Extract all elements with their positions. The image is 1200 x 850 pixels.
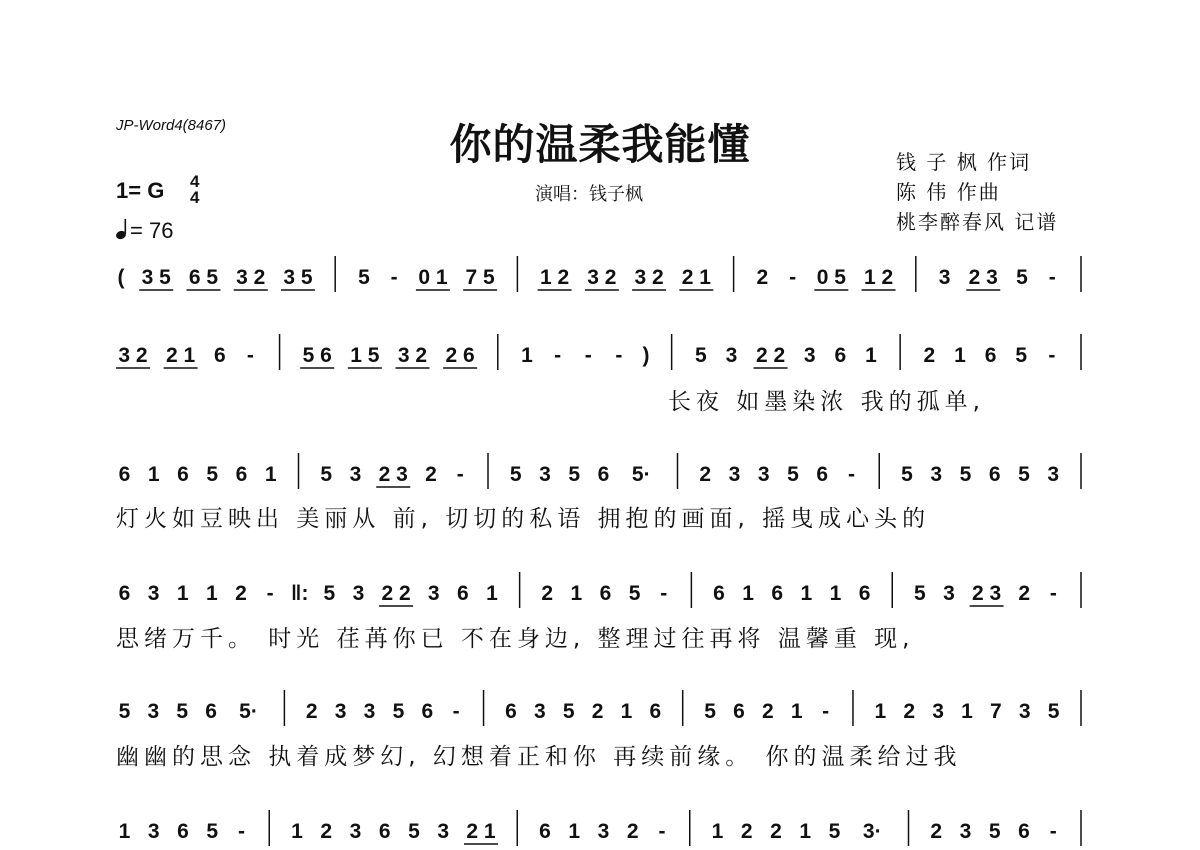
- score-note: 6: [984, 344, 997, 367]
- score-note: -: [660, 582, 668, 605]
- score-note: 1: [865, 344, 877, 367]
- score-note: 0 1: [418, 266, 448, 289]
- score-note: 3: [533, 700, 546, 723]
- score-note: (: [117, 266, 125, 289]
- score-note: 2: [235, 582, 247, 605]
- score-note: 3: [757, 463, 770, 486]
- score-note: -: [390, 266, 398, 289]
- score-note: 6: [771, 582, 784, 605]
- score-note: 3 2: [634, 266, 664, 289]
- score-note: 3: [597, 820, 610, 843]
- score-note: 2 1: [466, 820, 496, 843]
- score-note: 3 2: [587, 266, 617, 289]
- score-note: 5: [1018, 463, 1030, 486]
- score-note: 3: [349, 820, 362, 843]
- time-signature-top: 4: [190, 172, 200, 191]
- source-label: JP-Word4(8467): [116, 117, 227, 134]
- score-note: 3: [334, 700, 347, 723]
- score-note: -: [246, 344, 254, 367]
- score-note: 3: [725, 344, 738, 367]
- score-note: 1: [206, 582, 218, 605]
- score-note: 2: [699, 463, 712, 486]
- score-note: 1 5: [350, 344, 380, 367]
- score-note: 7 5: [465, 266, 495, 289]
- score-note: -: [1048, 266, 1056, 289]
- score-note: 3: [147, 582, 160, 605]
- score-note: 2 3: [968, 266, 998, 289]
- score-note: 5: [118, 700, 131, 723]
- score-note: 5: [704, 700, 716, 723]
- score-note: 6: [988, 463, 1001, 486]
- score-note: 1: [291, 820, 303, 843]
- score-note: 0 5: [816, 266, 846, 289]
- score-note: -: [452, 700, 460, 723]
- score-note: 6: [816, 463, 829, 486]
- score-note: 3: [437, 820, 450, 843]
- score-note: 1: [800, 582, 813, 605]
- score-note: 2: [770, 820, 782, 843]
- score-note: 2 2: [381, 582, 411, 605]
- score-note: 1 2: [863, 266, 894, 289]
- score-note: 1: [486, 582, 498, 605]
- score-note: 2 3: [378, 463, 408, 486]
- score-note: 2: [761, 700, 774, 723]
- score-note: 5: [628, 582, 641, 605]
- score-note: 3: [728, 463, 741, 486]
- score-note: 3: [147, 820, 160, 843]
- score-note: 3: [147, 700, 160, 723]
- score-note: 5: [959, 463, 972, 486]
- score-note: 2: [903, 700, 916, 723]
- score-note: 3: [349, 463, 362, 486]
- score-note: 5: [988, 820, 1001, 843]
- singer-credit: 演唱：钱子枫: [535, 184, 643, 205]
- score-note: 5: [562, 700, 575, 723]
- score-note: 2: [740, 820, 753, 843]
- score-note: 3 5: [283, 266, 313, 289]
- score-note: -: [848, 463, 855, 486]
- score-note: 5: [694, 344, 707, 367]
- score-note: 3 5: [141, 266, 171, 289]
- lyric-line-4: 幽幽的思念 执着成梦幻, 幻想着正和你 再续前缘。 你的温柔给过我: [116, 744, 962, 770]
- score-note: 5: [320, 463, 333, 486]
- score-note: 1 2: [540, 266, 570, 289]
- composer-credit: 陈 伟 作曲: [896, 180, 1001, 204]
- score-note: 3: [1018, 700, 1031, 723]
- tempo-value: = 76: [130, 218, 174, 243]
- score-note: 6: [505, 700, 517, 723]
- score-note: 1: [799, 820, 812, 843]
- score-note: 5: [392, 700, 405, 723]
- score-note: 5: [358, 266, 370, 289]
- score-note: 1: [264, 463, 277, 486]
- score-note: 6: [597, 463, 610, 486]
- score-note: 6: [118, 463, 131, 486]
- lyricist-credit: 钱 子 枫 作词: [896, 150, 1032, 174]
- score-note: 6: [177, 820, 189, 843]
- score-note: 6: [177, 463, 189, 486]
- score-note: 1: [118, 820, 131, 843]
- score-note: -: [615, 344, 623, 367]
- score-note: 6: [378, 820, 391, 843]
- score-note: 1: [147, 463, 160, 486]
- score-note: 3: [930, 463, 943, 486]
- score-note: 3·: [862, 820, 882, 843]
- score-note: 3: [1047, 463, 1060, 486]
- score-note: 3: [352, 582, 365, 605]
- score-note: 6: [649, 700, 662, 723]
- score-note: 1: [176, 582, 189, 605]
- score-note: 2: [626, 820, 639, 843]
- score-note: 1: [874, 700, 887, 723]
- score-note: 7: [990, 700, 1002, 723]
- score-note: 2 6: [445, 344, 475, 367]
- score-note: 2: [1018, 582, 1031, 605]
- score-note: 3: [363, 700, 376, 723]
- score-note: 5: [1016, 266, 1028, 289]
- score-note: 3 2: [118, 344, 148, 367]
- score-note: 1: [961, 700, 973, 723]
- score-note: 6: [421, 700, 434, 723]
- score-note: 6: [205, 700, 217, 723]
- score-note: 6: [834, 344, 847, 367]
- score-note: -: [789, 266, 797, 289]
- score-note: 5: [828, 820, 841, 843]
- score-note: 1: [790, 700, 803, 723]
- score-note: -: [554, 344, 562, 367]
- score-note: -: [658, 820, 666, 843]
- score-note: 2: [923, 344, 936, 367]
- song-title: 你的温柔我能懂: [449, 120, 751, 169]
- score-note: 2: [930, 820, 943, 843]
- score-note: 5: [509, 463, 522, 486]
- score-note: 2 1: [681, 266, 711, 289]
- score-note: 5 6: [302, 344, 332, 367]
- score-note: 3: [943, 582, 955, 605]
- score-note: 6 5: [188, 266, 219, 289]
- lyric-line-3: 思绪万千。 时光 荏苒你已 不在身边, 整理过往再将 温馨重 现,: [116, 626, 915, 652]
- score-note: 5: [206, 820, 219, 843]
- score-note: 6: [858, 582, 871, 605]
- score-note: 6: [599, 582, 612, 605]
- score-note: -: [1048, 344, 1056, 367]
- lyric-line-2: 灯火如豆映出 美丽从 前, 切切的私语 拥抱的画面, 摇曳成心头的: [116, 506, 931, 532]
- lyric-line-1: 长夜 如墨染浓 我的孤单,: [668, 389, 985, 415]
- score-note: 6: [539, 820, 551, 843]
- score-note: -: [1049, 582, 1057, 605]
- score-note: 1: [742, 582, 754, 605]
- score-note: -: [1049, 820, 1057, 843]
- key-signature: 1= G: [116, 178, 165, 203]
- score-note: 3: [938, 266, 951, 289]
- score-note: 6: [733, 700, 745, 723]
- time-signature-bottom: 4: [190, 188, 200, 207]
- score-note: 2: [541, 582, 554, 605]
- score-note: ‖:: [291, 582, 309, 605]
- score-note: 6: [713, 582, 725, 605]
- score-note: -: [822, 700, 830, 723]
- score-note: 6: [1018, 820, 1030, 843]
- score-note: 3 2: [397, 344, 428, 367]
- score-note: 5: [408, 820, 420, 843]
- score-note: 3: [803, 344, 816, 367]
- score-note: 5: [323, 582, 336, 605]
- score-note: 2 3: [972, 582, 1002, 605]
- score-note: 2: [320, 820, 333, 843]
- score-note: 3: [932, 700, 944, 723]
- score-note: ): [642, 344, 650, 367]
- score-note: 2 2: [755, 344, 786, 367]
- score-note: 5·: [239, 700, 258, 723]
- score-note: 5: [914, 582, 926, 605]
- score-note: 5·: [631, 463, 651, 486]
- transcriber-credit: 桃李醉春风 记谱: [896, 210, 1059, 234]
- score-note: 1: [954, 344, 966, 367]
- score-note: 1: [521, 344, 533, 367]
- score-note: 2 1: [166, 344, 196, 367]
- score-note: 5: [206, 463, 219, 486]
- score-note: -: [238, 820, 245, 843]
- score-note: 2: [591, 700, 604, 723]
- score-note: 5: [787, 463, 799, 486]
- score-note: 6: [457, 582, 469, 605]
- score-note: 6: [235, 463, 248, 486]
- score-note: 2: [425, 463, 437, 486]
- score-note: 3 2: [236, 266, 266, 289]
- score-note: 1: [570, 582, 583, 605]
- score-note: 2: [305, 700, 318, 723]
- score-note: 5: [568, 463, 581, 486]
- score-note: 1: [829, 582, 842, 605]
- score-note: 1: [568, 820, 581, 843]
- score-note: 5: [1015, 344, 1028, 367]
- score-note: 3: [539, 463, 551, 486]
- score-note: -: [584, 344, 592, 367]
- score-note: 6: [118, 582, 131, 605]
- score-note: 5: [176, 700, 189, 723]
- score-note: 3: [959, 820, 972, 843]
- score-note: 5: [1047, 700, 1060, 723]
- score-note: 1: [620, 700, 633, 723]
- score-note: -: [266, 582, 274, 605]
- score-note: 1: [711, 820, 724, 843]
- score-note: 6: [213, 344, 226, 367]
- score-note: -: [456, 463, 464, 486]
- score-note: 2: [756, 266, 769, 289]
- score-note: 3: [427, 582, 440, 605]
- score-note: 5: [901, 463, 913, 486]
